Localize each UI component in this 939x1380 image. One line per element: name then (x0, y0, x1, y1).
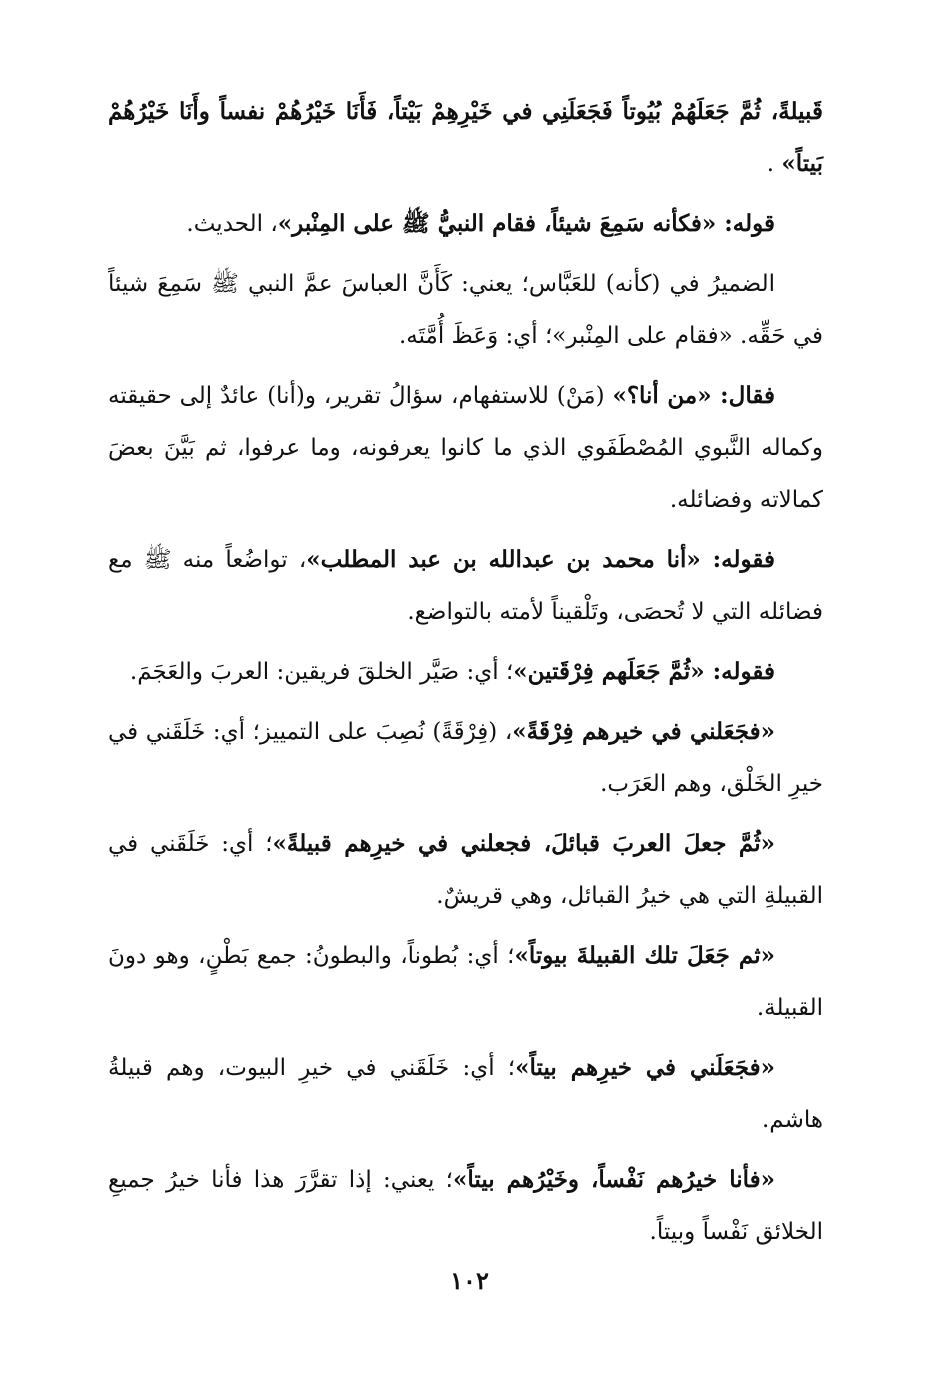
paragraph-8-text: ؛ أي: خَلَقَني في القبيلةِ التي هي خيرُ القبائل، وهي قريشٌ. (108, 831, 823, 909)
paragraph-5-text: ، تواضُعاً منه ﷺ مع فضائله التي لا تُحصَى، وتَلْقيناً لأمته بالتواضع. (108, 547, 823, 625)
paragraph-8 (108, 818, 823, 922)
paragraph-7-text: ، (فِرْقَةً) نُصِبَ على التمييز؛ أي: خَلَقَني في خيرِ الخَلْق، وهم العَرَب. (108, 719, 823, 797)
paragraph-11 (108, 1154, 823, 1258)
paragraph-4-text: (مَنْ) للاستفهام، سؤالُ تقرير، و(أنا) عائدٌ إلى حقيقته وكماله النَّبوي المُصْطَفَوي الذي ما كانوا يعرفونه، وما عرفوا، ثم بَيَّنَ بعضَ كمالاته وفضائله. (108, 383, 823, 513)
paragraph-2 (108, 198, 823, 250)
paragraph-9-bold-lead: «ثم جَعَلَ تلك القبيلةَ بيوتاً» (514, 942, 775, 969)
paragraph-5-bold-lead: فقوله: «أنا محمد بن عبدالله بن عبد المطلب» (306, 546, 775, 573)
paragraph-3 (108, 258, 823, 362)
page-body (108, 86, 823, 1266)
paragraph-3-text: الضميرُ في (كأنه) للعَبَّاس؛ يعني: كَأَنَّ العباسَ عمَّ النبي ﷺ سَمِعَ شيئاً في حَقِّه. «فقام على المِنْبر»؛ أي: وَعَظَ أُمَّتَه. (108, 271, 823, 349)
paragraph-11-bold-lead: «فأنا خيرُهم نَفْساً، وخَيْرُهم بيتاً» (453, 1166, 775, 1193)
paragraph-2-text: ، الحديث. (186, 211, 278, 237)
paragraph-9-text: ؛ أي: بُطوناً، والبطونُ: جمع بَطْنٍ، وهو دونَ القبيلة. (108, 943, 823, 1021)
paragraph-2-bold-lead: قوله: «فكأنه سَمِعَ شيئاً، فقام النبيُّ ﷺ على المِنْبر» (277, 210, 775, 237)
paragraph-4-bold-lead: فقال: «من أنا؟» (612, 382, 775, 409)
paragraph-8-bold-lead: «ثُمَّ جعلَ العربَ قبائلَ، فجعلني في خيرِهم قبيلةً» (272, 830, 775, 857)
paragraph-9 (108, 930, 823, 1034)
paragraph-1-bold-lead: قَبيلةً، ثُمَّ جَعَلَهُمْ بُيُوتاً فَجَعَلَنِي في خَيْرِهِمْ بَيْتاً، فَأَنَا خَيْرُهُمْ نفساً وأَنَا خَيْرُهُمْ بَيتاً» (108, 98, 823, 177)
paragraph-10-bold-lead: «فجَعَلَني في خيرِهم بيتاً» (515, 1054, 775, 1081)
paragraph-1 (108, 86, 823, 190)
paragraph-11-text: ؛ يعني: إذا تقرَّرَ هذا فأنا خيرُ جميعِ الخلائق نَفْساً وبيتاً. (108, 1167, 823, 1245)
paragraph-1-text: . (766, 151, 782, 177)
paragraph-7 (108, 706, 823, 810)
page-number: ١٠٢ (450, 1266, 489, 1295)
paragraph-5 (108, 534, 823, 638)
paragraph-4 (108, 370, 823, 526)
paragraph-7-bold-lead: «فجَعَلني في خيرهم فِرْقَةً» (512, 718, 775, 745)
paragraph-10 (108, 1042, 823, 1146)
paragraph-6-bold-lead: فقوله: «ثُمَّ جَعَلَهم فِرْقَتين» (513, 658, 775, 685)
paragraph-6-text: ؛ أي: صَيَّر الخلقَ فريقين: العربَ والعَجَمَ. (129, 659, 514, 685)
paragraph-6 (108, 646, 823, 698)
paragraph-10-text: ؛ أي: خَلَقَني في خيرِ البيوت، وهم قبيلةُ هاشم. (108, 1055, 823, 1133)
